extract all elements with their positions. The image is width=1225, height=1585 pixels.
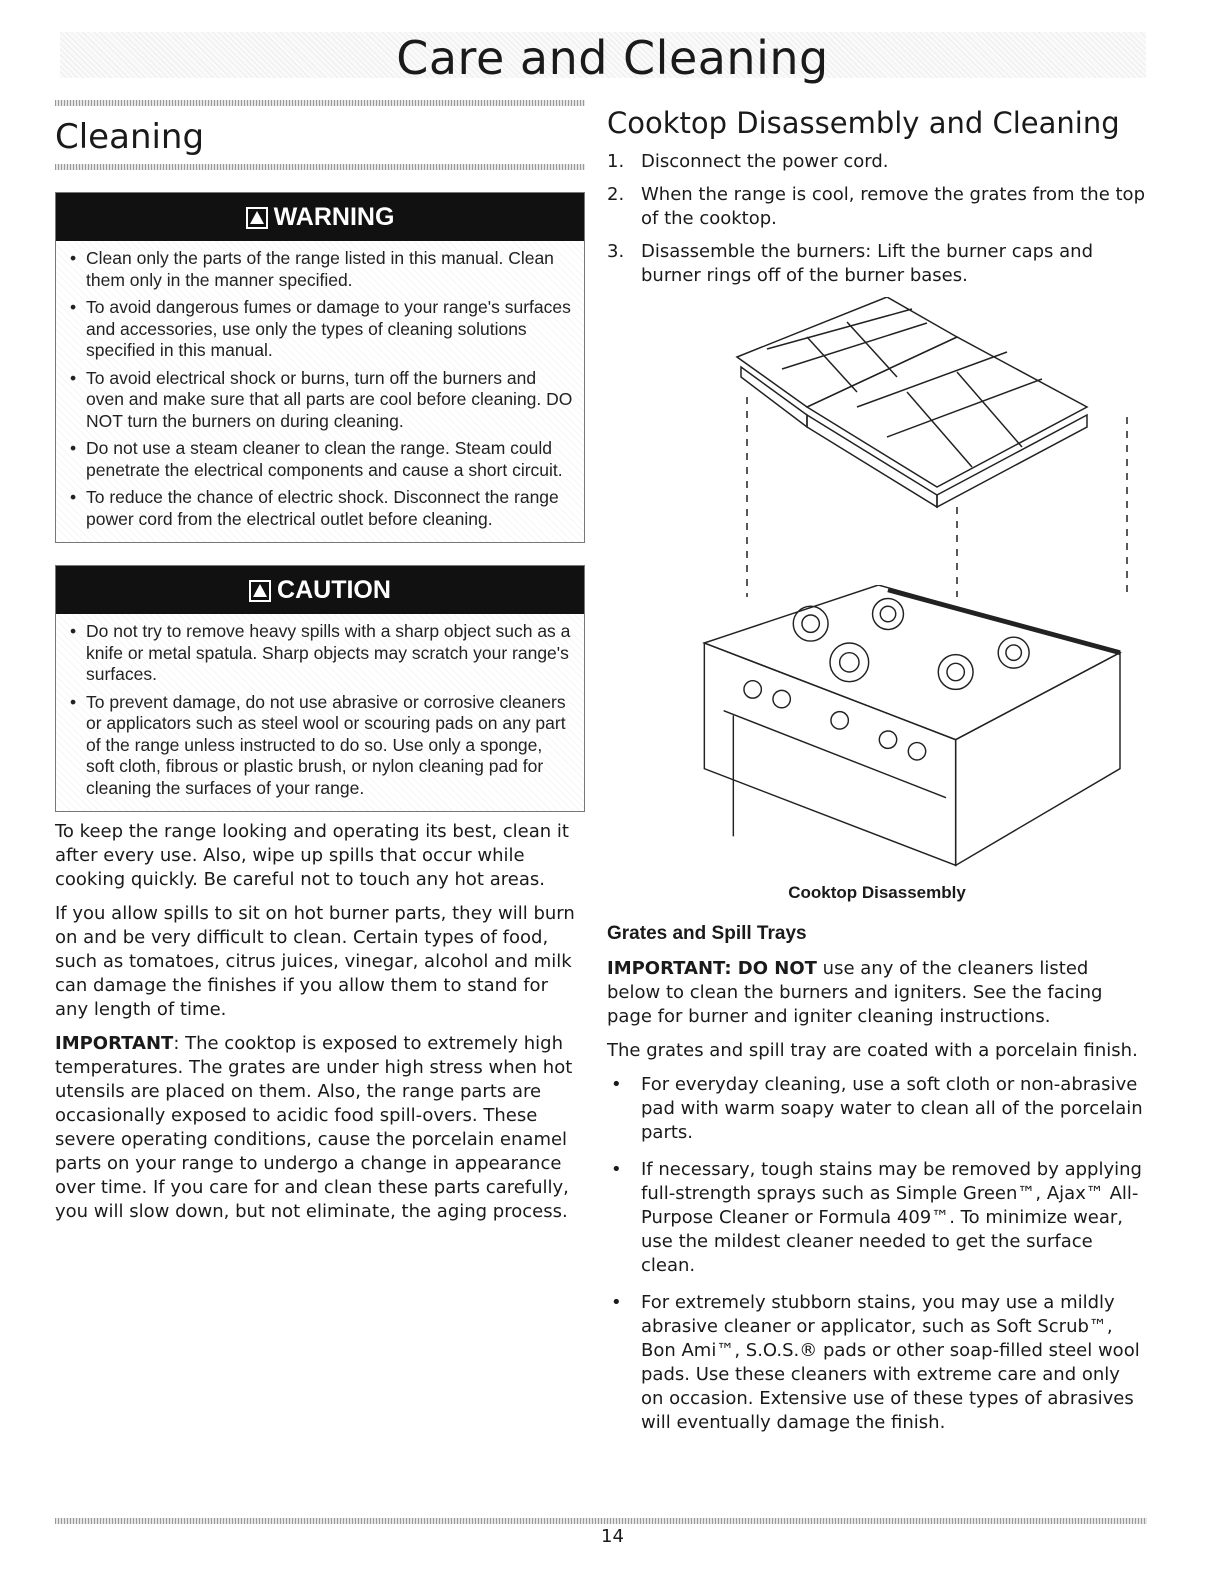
page-header-title: Care and Cleaning: [396, 31, 829, 85]
step-text: When the range is cool, remove the grates from the top of the cooktop.: [641, 184, 1145, 229]
cooktop-disassembly-illustration: [657, 297, 1177, 597]
section-title-disassembly: Cooktop Disassembly and Cleaning: [607, 106, 1120, 140]
cleaning-bullets: [607, 1073, 1147, 1435]
step-item: [607, 150, 1147, 174]
section-title-cleaning: Cleaning: [55, 117, 205, 157]
step-item: [607, 183, 1147, 231]
right-column: [607, 100, 1147, 1448]
figure-caption: Cooktop Disassembly: [788, 883, 966, 902]
caution-box: [55, 565, 585, 812]
grate-left: [737, 297, 957, 427]
step-number: 2.: [607, 184, 625, 205]
range-body-illustration: [657, 585, 1177, 875]
step-number: 3.: [607, 241, 625, 262]
warning-item: • To avoid electrical shock or burns, turn off the burners and oven and make sure that all parts are cool before cleaning. DO NOT turn the burners on during cleaning.: [68, 368, 574, 433]
left-column: [55, 100, 585, 1234]
step-item: [607, 240, 1147, 288]
important-note-label: IMPORTANT: DO NOT: [607, 958, 817, 979]
warning-item: • To reduce the chance of electric shock. Disconnect the range power cord from the electrical outlet before cleaning.: [68, 487, 574, 530]
spills-paragraph: If you allow spills to sit on hot burner parts, they will burn on and be very difficult to clean. Certain types of food, such as tomatoes, citrus juices, vinegar, alcohol and milk can damage the finishes if you allow them to stand for any length of time.: [55, 903, 575, 1020]
caution-icon: [249, 580, 271, 602]
warning-header: [56, 193, 584, 241]
warning-list: [56, 241, 584, 542]
warning-label: WARNING: [273, 203, 395, 231]
warning-item: • Do not use a steam cleaner to clean the range. Steam could penetrate the electrical components and cause a short circuit.: [68, 438, 574, 481]
title-rule-left: [55, 164, 585, 170]
important-note: [607, 957, 1147, 1029]
caution-item: • To prevent damage, do not use abrasive or corrosive cleaners or applicators such as steel wool or scouring pads on any part of the range unless instructed to do so. Use only a sponge, soft cloth, fibrous or plastic brush, or nylon cleaning pad for cleaning the surfaces of your range.: [68, 692, 574, 800]
intro-paragraph: To keep the range looking and operating its best, clean it after every use. Also, wipe up spills that occur while cooking quickly. Be careful not to touch any hot areas.: [55, 821, 569, 890]
footer-rule: [55, 1518, 1147, 1524]
warning-item: • To avoid dangerous fumes or damage to your range's surfaces and accessories, use only the types of cleaning solutions specified in this manual.: [68, 297, 574, 362]
grate-right: [807, 337, 1087, 507]
step-text: Disassemble the burners: Lift the burner caps and burner rings off of the burner bases.: [641, 241, 1094, 286]
disassembly-steps: [607, 150, 1147, 288]
step-text: Disconnect the power cord.: [641, 151, 889, 172]
bullet-item: • For extremely stubborn stains, you may use a mildly abrasive cleaner or applicator, such as Soft Scrub™, Bon Ami™, S.O.S.® pads or other soap-filled steel wool pads. Use these cleaners with extreme care and only on occasion. Extensive use of these types of abrasives will eventually damage the finish.: [607, 1291, 1147, 1435]
warning-icon: [246, 207, 268, 229]
top-rule-left: [55, 100, 585, 106]
page-number: 14: [601, 1526, 624, 1547]
bullet-item: • For everyday cleaning, use a soft cloth or non-abrasive pad with warm soapy water to clean all of the porcelain parts.: [607, 1073, 1147, 1145]
caution-item: • Do not try to remove heavy spills with a sharp object such as a knife or metal spatula. Sharp objects may scratch your range's surfaces.: [68, 621, 574, 686]
subsection-title: Grates and Spill Trays: [607, 923, 807, 944]
step-number: 1.: [607, 151, 625, 172]
caution-label: CAUTION: [277, 576, 391, 604]
bullet-item: • If necessary, tough stains may be removed by applying full-strength sprays such as Simple Green™, Ajax™ All-Purpose Cleaner or Formula 409™. To minimize wear, use the mildest cleaner needed to get the surface clean.: [607, 1158, 1147, 1278]
important-text: : The cooktop is exposed to extremely high temperatures. The grates are under high stress when hot utensils are placed on them. Also, the range parts are occasionally exposed to acidic food spill-overs. These severe operating conditions, cause the porcelain enamel parts on your range to undergo a change in appearance over time. If you care for and clean these parts carefully, you will slow down, but not eliminate, the aging process.: [55, 1033, 573, 1222]
porcelain-paragraph: The grates and spill tray are coated with a porcelain finish.: [607, 1040, 1138, 1061]
important-note-text: use any of the cleaners listed below to clean the burners and igniters. See the facing page for burner and igniter cleaning instructions.: [607, 958, 1103, 1027]
caution-header: [56, 566, 584, 614]
important-paragraph: [55, 1032, 585, 1224]
important-label: IMPORTANT: [55, 1033, 174, 1054]
caution-list: [56, 614, 584, 811]
warning-item: • Clean only the parts of the range listed in this manual. Clean them only in the manner specified.: [68, 248, 574, 291]
warning-box: [55, 192, 585, 543]
